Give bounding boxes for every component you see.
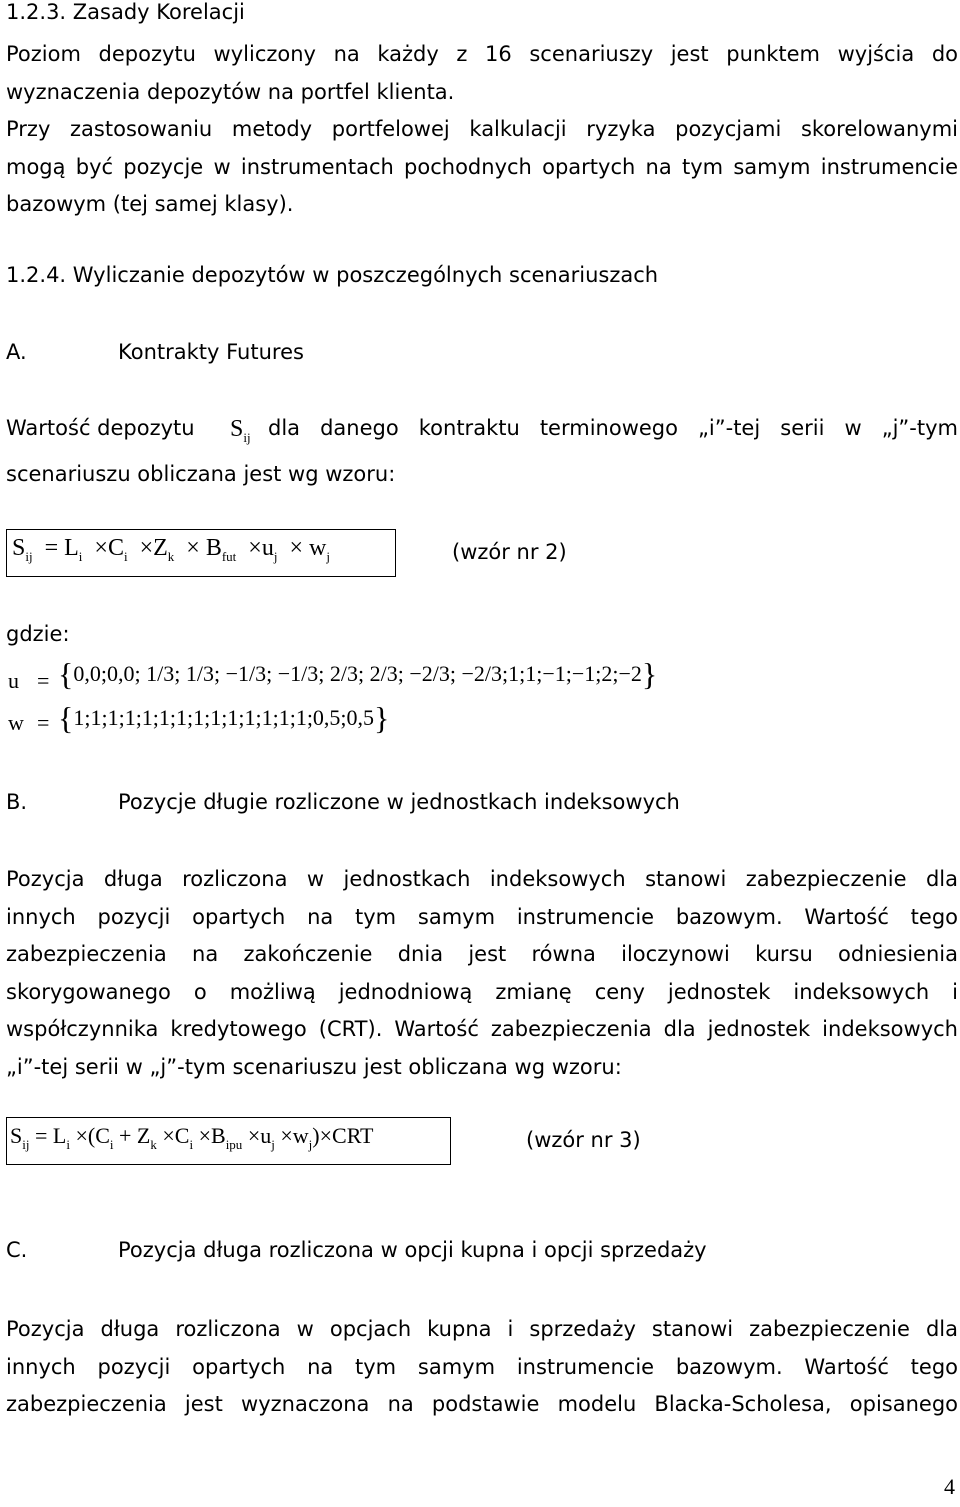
paragraph-line: innych pozycji opartych na tym samym instrumencie bazowym. Wartość tego	[6, 1354, 958, 1379]
subsection-letter-b: B.	[6, 790, 28, 814]
sub-a-intro-line-2: scenariuszu obliczana jest wg wzoru:	[6, 462, 396, 486]
paragraph-correlation-2	[6, 111, 958, 224]
u-fraction-7: −2/3;	[409, 661, 456, 686]
paragraph-line: „i”-tej serii w „j”-tym scenariuszu jest obliczana wg wzoru:	[6, 1054, 622, 1079]
u-fraction-2: 1/3;	[185, 661, 221, 686]
paragraph-line: bazowym (tej samej klasy).	[6, 192, 294, 216]
u-fraction-8: −2/3	[461, 661, 502, 686]
formula-3: $S_{ij} = L_i \times(C_i + Z_k \times C_i \times B_{ipu} \times u_j \times w_j)\times CRT$	[10, 1123, 374, 1152]
w-values: 1;1;1;1;1;1;1;1;1;1;1;1;1;1;0,5;0,5	[73, 705, 375, 730]
formula-2: $S_{ij} = L_i \times C_i \times Z_k \times B_{fut} \times u_j \times w_j$	[12, 535, 330, 564]
subsection-letter-c: C.	[6, 1238, 28, 1262]
sub-a-intro-after: dla danego kontraktu terminowego „i”-tej serii w „j”-tym	[268, 416, 958, 440]
u-label: u	[8, 668, 19, 693]
paragraph-sub-b	[6, 861, 958, 1086]
u-fraction-6: 2/3;	[369, 661, 404, 686]
subsection-title-a: Kontrakty Futures	[118, 340, 304, 364]
symbol-s-ij: $S_{ij}$	[230, 416, 251, 445]
u-fraction-5: 2/3;	[329, 661, 365, 686]
w-vector	[58, 700, 389, 737]
u-values-end: ;1;1;−1;−1;2;−2	[501, 661, 642, 686]
paragraph-line: innych pozycji opartych na tym samym instrumencie bazowym. Wartość tego	[6, 904, 958, 929]
section-heading-1-2-4: 1.2.4. Wyliczanie depozytów w poszczególnych scenariuszach	[6, 263, 659, 287]
paragraph-line: skorygowanego o możliwą jednodniową zmianę ceny jednostek indeksowych i	[6, 979, 958, 1004]
brace-close: }	[641, 656, 658, 692]
w-equals: =	[37, 710, 50, 735]
gdzie-label: gdzie:	[6, 622, 70, 646]
u-values-start: 0,0;0,0;	[73, 661, 141, 686]
subsection-letter-a: A.	[6, 340, 27, 364]
paragraph-line: współczynnika kredytowego (CRT). Wartość zabezpieczenia dla jednostek indeksowych	[6, 1017, 958, 1041]
u-vector	[58, 656, 657, 693]
paragraph-line: mogą być pozycje w instrumentach pochodnych opartych na tym samym instrumencie	[6, 154, 958, 179]
brace-close: }	[374, 700, 390, 736]
subsection-title-b: Pozycje długie rozliczone w jednostkach indeksowych	[118, 790, 680, 814]
subsection-title-c: Pozycja długa rozliczona w opcji kupna i opcji sprzedaży	[118, 1238, 707, 1262]
paragraph-correlation-1	[6, 36, 958, 111]
paragraph-line: wyznaczenia depozytów na portfel klienta.	[6, 79, 455, 104]
brace-open: {	[58, 656, 74, 692]
section-heading-1-2-3: 1.2.3. Zasady Korelacji	[6, 0, 245, 24]
u-equals: =	[37, 668, 50, 693]
formula-3-label: (wzór nr 3)	[526, 1128, 641, 1152]
u-fraction-3: −1/3;	[225, 661, 273, 686]
u-fraction-1: 1/3;	[146, 661, 181, 686]
formula-2-label: (wzór nr 2)	[452, 540, 567, 564]
page-number: 4	[944, 1474, 955, 1499]
paragraph-line: Przy zastosowaniu metody portfelowej kalkulacji ryzyka pozycjami skorelowanymi	[6, 117, 958, 141]
paragraph-sub-c	[6, 1311, 958, 1424]
sub-a-intro-before: Wartość depozytu	[6, 416, 195, 440]
brace-open: {	[58, 700, 74, 736]
paragraph-line: Pozycja długa rozliczona w jednostkach indeksowych stanowi zabezpieczenie dla	[6, 867, 958, 891]
paragraph-line: zabezpieczenia na zakończenie dnia jest równa iloczynowi kursu odniesienia	[6, 942, 958, 966]
paragraph-line: Pozycja długa rozliczona w opcjach kupna i sprzedaży stanowi zabezpieczenie dla	[6, 1317, 958, 1341]
paragraph-line: zabezpieczenia jest wyznaczona na podstawie modelu Blacka-Scholesa, opisanego	[6, 1392, 958, 1416]
w-label: w	[8, 710, 24, 735]
u-fraction-4: −1/3;	[277, 661, 325, 686]
paragraph-line: Poziom depozytu wyliczony na każdy z 16 scenariuszy jest punktem wyjścia do	[6, 42, 958, 66]
